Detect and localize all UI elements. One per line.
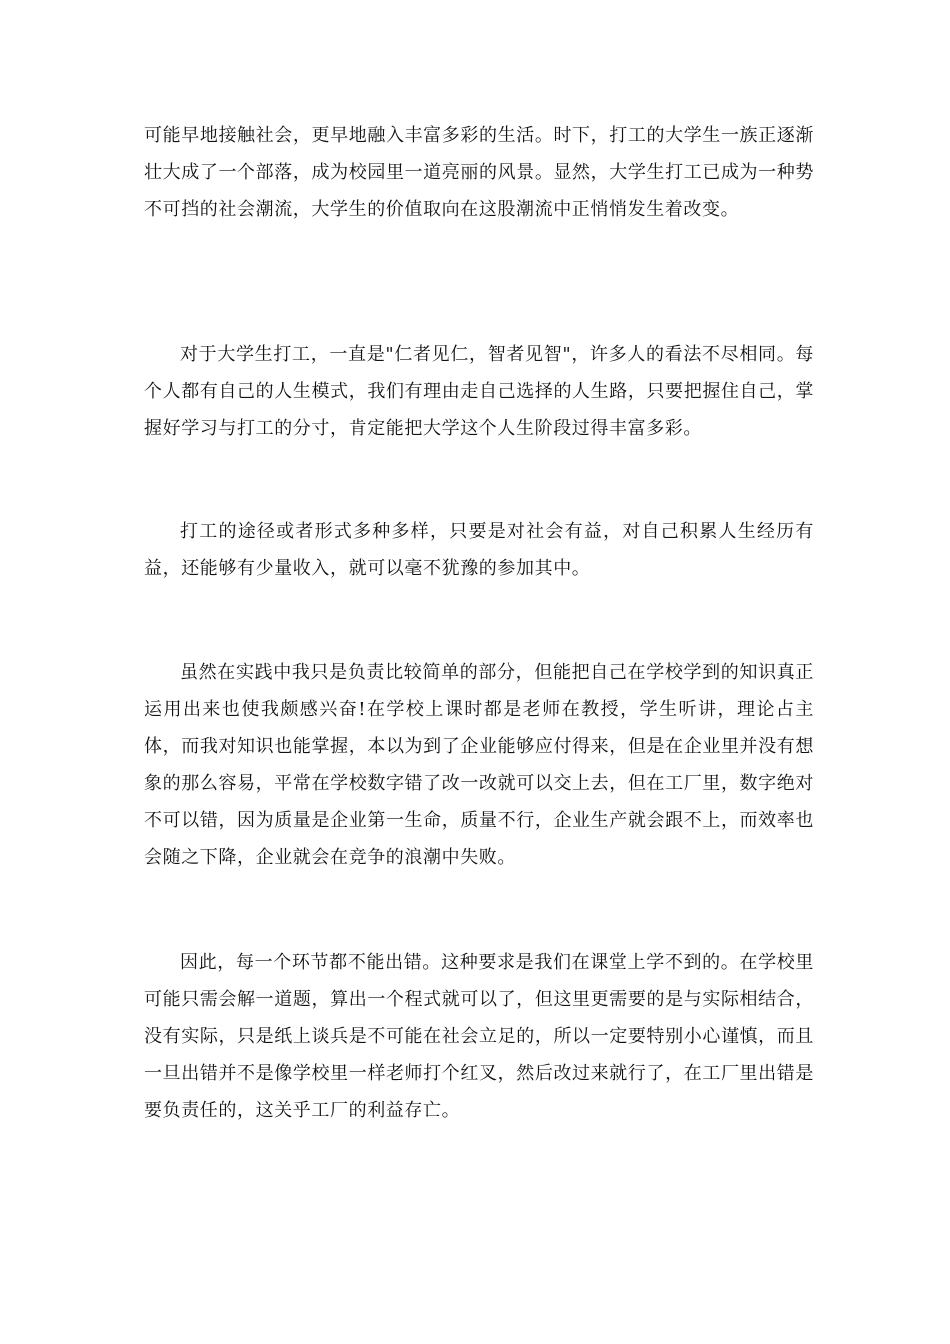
- paragraph-5: 因此，每一个环节都不能出错。这种要求是我们在课堂上学不到的。在学校里可能只需会解一道题，算出一个程式就可以了，但这里更需要的是与实际相结合，没有实际，只是纸上谈兵是不可能在社会立足的，所以一定要特别小心谨慎，而且一旦出错并不是像学校里一样老师打个红叉，然后改过来就行了，在工厂里出错是要负责任的，这关乎工厂的利益存亡。: [144, 952, 814, 1121]
- paragraph-4: 虽然在实践中我只是负责比较简单的部分，但能把自己在学校学到的知识真正运用出来也使我颇感兴奋!在学校上课时都是老师在教授，学生听讲，理论占主体，而我对知识也能掌握，本以为到了企业能够应付得来，但是在企业里并没有想象的那么容易，平常在学校数字错了改一改就可以交上去，但在工厂里，数字绝对不可以错，因为质量是企业第一生命，质量不行，企业生产就会跟不上，而效率也会随之下降，企业就会在竞争的浪潮中失败。: [144, 662, 814, 868]
- paragraph-3: 打工的途径或者形式多种多样，只要是对社会有益，对自己积累人生经历有益，还能够有少量收入，就可以毫不犹豫的参加其中。: [144, 521, 814, 579]
- paragraph-1: 可能早地接触社会，更早地融入丰富多彩的生活。时下，打工的大学生一族正逐渐壮大成了一个部落，成为校园里一道亮丽的风景。显然，大学生打工已成为一种势不可挡的社会潮流，大学生的价值取向在这股潮流中正悄悄发生着改变。: [144, 125, 814, 220]
- paragraph-2: 对于大学生打工，一直是"仁者见仁，智者见智"，许多人的看法不尽相同。每个人都有自己的人生模式，我们有理由走自己选择的人生路，只要把握住自己，掌握好学习与打工的分寸，肯定能把大学这个人生阶段过得丰富多彩。: [144, 344, 814, 439]
